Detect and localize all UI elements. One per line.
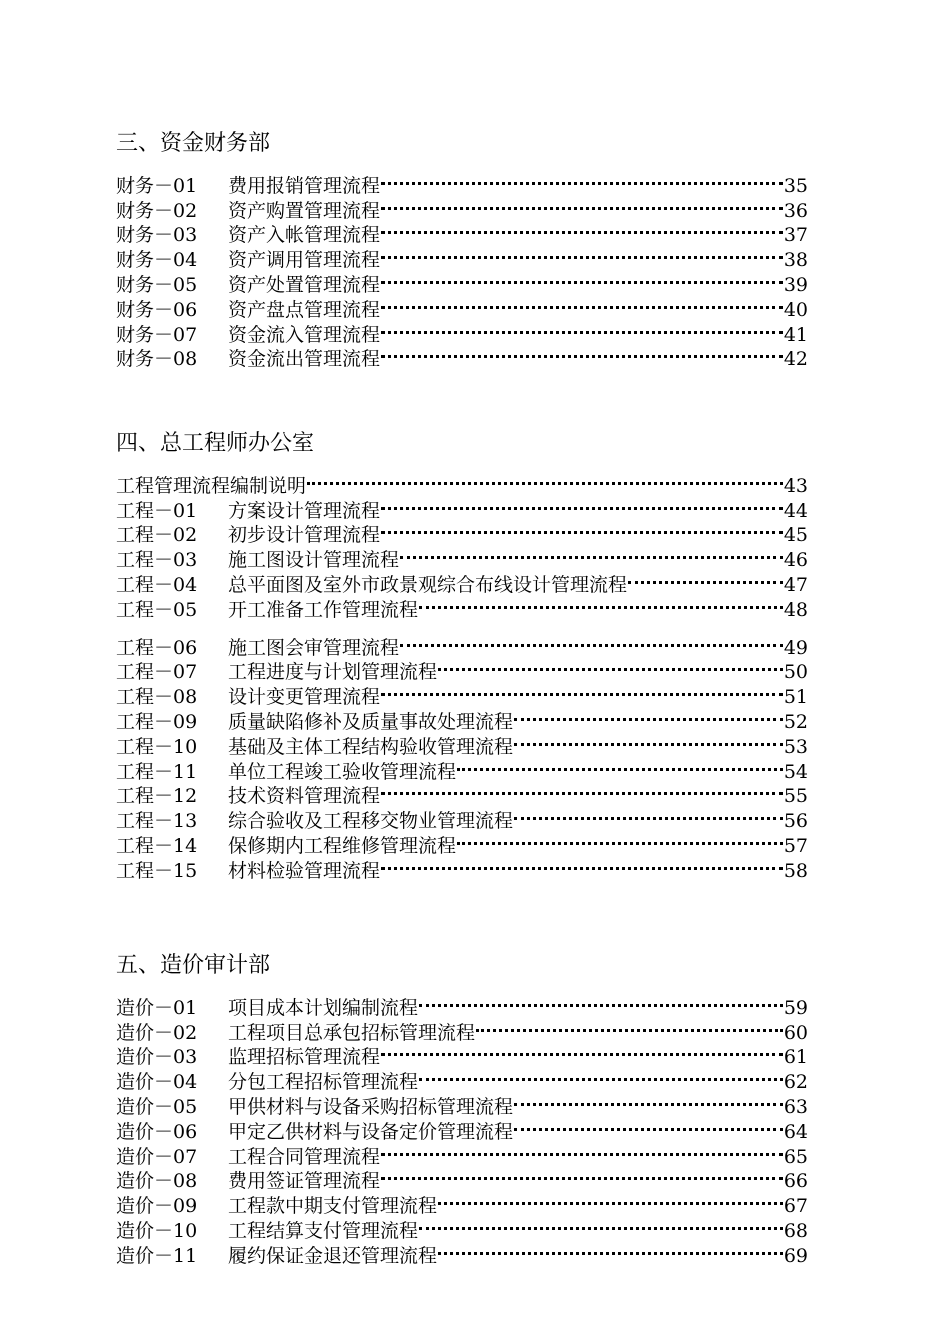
toc-entry-list [116,167,808,371]
entry-title: 初步设计管理流程 [228,524,381,547]
entry-code: 造价－10 [116,1219,198,1242]
toc-entry-list [116,989,808,1267]
entry-page-number: 54 [783,760,808,783]
dot-leader [419,989,783,1014]
dot-leader [381,167,783,192]
entry-code: 财务－08 [116,348,198,371]
toc-entry[interactable] [116,629,808,659]
dot-leader [381,492,783,517]
toc-section-chief-engineer [116,428,808,882]
entry-code: 工程－04 [116,573,198,596]
entry-page-number: 53 [783,735,808,758]
dot-leader [307,467,783,492]
entry-title: 资金流出管理流程 [228,348,381,371]
dot-leader [457,827,783,852]
entry-code: 造价－07 [116,1145,198,1168]
entry-code: 造价－08 [116,1170,198,1193]
entry-code: 工程－11 [116,760,198,783]
entry-title: 工程项目总承包招标管理流程 [228,1021,476,1044]
entry-title: 材料检验管理流程 [228,859,381,882]
dot-leader [514,1088,783,1113]
dot-leader [381,517,783,542]
entry-title: 费用报销管理流程 [228,174,381,197]
dot-leader [438,1187,783,1212]
entry-title: 监理招标管理流程 [228,1046,381,1069]
entry-page-number: 44 [783,499,808,522]
entry-title: 资金流入管理流程 [228,323,381,346]
entry-code: 工程－03 [116,549,198,572]
dot-leader [419,1063,783,1088]
entry-title: 工程结算支付管理流程 [228,1219,419,1242]
entry-title: 资产调用管理流程 [228,249,381,272]
toc-entry[interactable] [116,167,808,197]
entry-page-number: 67 [783,1195,808,1218]
entry-code: 工程－08 [116,686,198,709]
dot-leader [514,728,783,753]
entry-page-number: 64 [783,1120,808,1143]
entry-code: 财务－06 [116,298,198,321]
entry-page-number: 55 [783,785,808,808]
entry-title: 工程款中期支付管理流程 [228,1195,438,1218]
entry-page-number: 42 [783,348,808,371]
entry-title: 工程进度与计划管理流程 [228,661,438,684]
entry-title: 基础及主体工程结构验收管理流程 [228,735,514,758]
dot-leader [381,1039,783,1064]
entry-code: 工程－07 [116,661,198,684]
entry-page-number: 56 [783,810,808,833]
toc-entry[interactable] [116,989,808,1019]
entry-page-number: 47 [783,573,808,596]
dot-leader [381,241,783,266]
entry-code: 造价－01 [116,996,198,1019]
entry-page-number: 59 [783,996,808,1019]
entry-title: 项目成本计划编制流程 [228,996,419,1019]
dot-leader [381,1163,783,1188]
entry-page-number: 52 [783,710,808,733]
entry-code: 造价－11 [116,1244,198,1267]
entry-title: 技术资料管理流程 [228,785,381,808]
entry-page-number: 38 [783,249,808,272]
entry-code: 财务－03 [116,224,198,247]
entry-page-number: 62 [783,1071,808,1094]
entry-page-number: 57 [783,834,808,857]
entry-title: 设计变更管理流程 [228,686,381,709]
entry-title: 保修期内工程维修管理流程 [228,834,457,857]
entry-code: 工程－15 [116,859,198,882]
entry-code: 财务－02 [116,199,198,222]
entry-title: 施工图会审管理流程 [228,636,400,659]
entry-title: 方案设计管理流程 [228,499,381,522]
section-heading: 四、总工程师办公室 [116,431,315,456]
entry-title: 总平面图及室外市政景观综合布线设计管理流程 [228,573,628,596]
entry-title: 资产入帐管理流程 [228,224,381,247]
entry-page-number: 68 [783,1219,808,1242]
section-heading: 五、造价审计部 [116,953,271,978]
entry-code: 造价－05 [116,1095,198,1118]
entry-code: 工程－14 [116,834,198,857]
dot-leader [419,591,783,616]
dot-leader [381,1138,783,1163]
entry-title: 资产购置管理流程 [228,199,381,222]
dot-leader [476,1014,783,1039]
entry-title: 单位工程竣工验收管理流程 [228,760,457,783]
entry-code: 工程－12 [116,785,198,808]
entry-code: 造价－02 [116,1021,198,1044]
entry-page-number: 50 [783,661,808,684]
dot-leader [514,802,783,827]
entry-page-number: 35 [783,174,808,197]
entry-code: 造价－06 [116,1120,198,1143]
entry-page-number: 58 [783,859,808,882]
entry-page-number: 60 [783,1021,808,1044]
entry-page-number: 41 [783,323,808,346]
dot-leader [514,1113,783,1138]
entry-code: 工程－10 [116,735,198,758]
toc-section-cost-audit [116,950,808,1267]
entry-code: 工程－05 [116,598,198,621]
entry-code: 工程－06 [116,636,198,659]
entry-title: 质量缺陷修补及质量事故处理流程 [228,710,514,733]
entry-code: 造价－09 [116,1195,198,1218]
dot-leader [400,629,783,654]
entry-code: 财务－04 [116,249,198,272]
entry-page-number: 51 [783,686,808,709]
dot-leader [438,1237,783,1262]
entry-page-number: 49 [783,636,808,659]
entry-code: 工程－01 [116,499,198,522]
entry-page-number: 40 [783,298,808,321]
entry-page-number: 36 [783,199,808,222]
entry-title: 费用签证管理流程 [228,1170,381,1193]
dot-leader [438,654,783,679]
entry-title: 分包工程招标管理流程 [228,1071,419,1094]
entry-title: 工程合同管理流程 [228,1145,381,1168]
toc-entry-list [116,467,808,882]
entry-code: 造价－03 [116,1046,198,1069]
entry-page-number: 39 [783,273,808,296]
entry-code: 财务－01 [116,174,198,197]
dot-leader [381,217,783,242]
entry-page-number: 46 [783,549,808,572]
dot-leader [400,541,783,566]
entry-code: 工程－13 [116,810,198,833]
dot-leader [381,778,783,803]
entry-title: 资产处置管理流程 [228,273,381,296]
entry-code: 工程－02 [116,524,198,547]
toc-entry[interactable] [116,467,808,497]
entry-title: 资产盘点管理流程 [228,298,381,321]
dot-leader [419,1212,783,1237]
entry-title: 甲定乙供材料与设备定价管理流程 [228,1120,514,1143]
entry-code: 造价－04 [116,1071,198,1094]
entry-page-number: 69 [783,1244,808,1267]
toc-section-finance [116,128,808,371]
dot-leader [381,678,783,703]
entry-page-number: 37 [783,224,808,247]
entry-title: 综合验收及工程移交物业管理流程 [228,810,514,833]
dot-leader [457,753,783,778]
entry-code: 财务－07 [116,323,198,346]
entry-page-number: 63 [783,1095,808,1118]
dot-leader [514,703,783,728]
entry-page-number: 61 [783,1046,808,1069]
dot-leader [381,341,783,366]
dot-leader [381,266,783,291]
entry-code: 财务－05 [116,273,198,296]
entry-title: 履约保证金退还管理流程 [228,1244,438,1267]
dot-leader [381,316,783,341]
entry-page-number: 43 [783,474,808,497]
entry-page-number: 45 [783,524,808,547]
entry-page-number: 48 [783,598,808,621]
entry-code: 工程－09 [116,710,198,733]
entry-title: 甲供材料与设备采购招标管理流程 [228,1095,514,1118]
entry-page-number: 65 [783,1145,808,1168]
entry-page-number: 66 [783,1170,808,1193]
section-heading: 三、资金财务部 [116,131,271,156]
dot-leader [381,852,783,877]
dot-leader [628,566,783,591]
entry-title: 施工图设计管理流程 [228,549,400,572]
entry-title: 开工准备工作管理流程 [228,598,419,621]
entry-title: 工程管理流程编制说明 [116,474,307,497]
dot-leader [381,192,783,217]
dot-leader [381,291,783,316]
